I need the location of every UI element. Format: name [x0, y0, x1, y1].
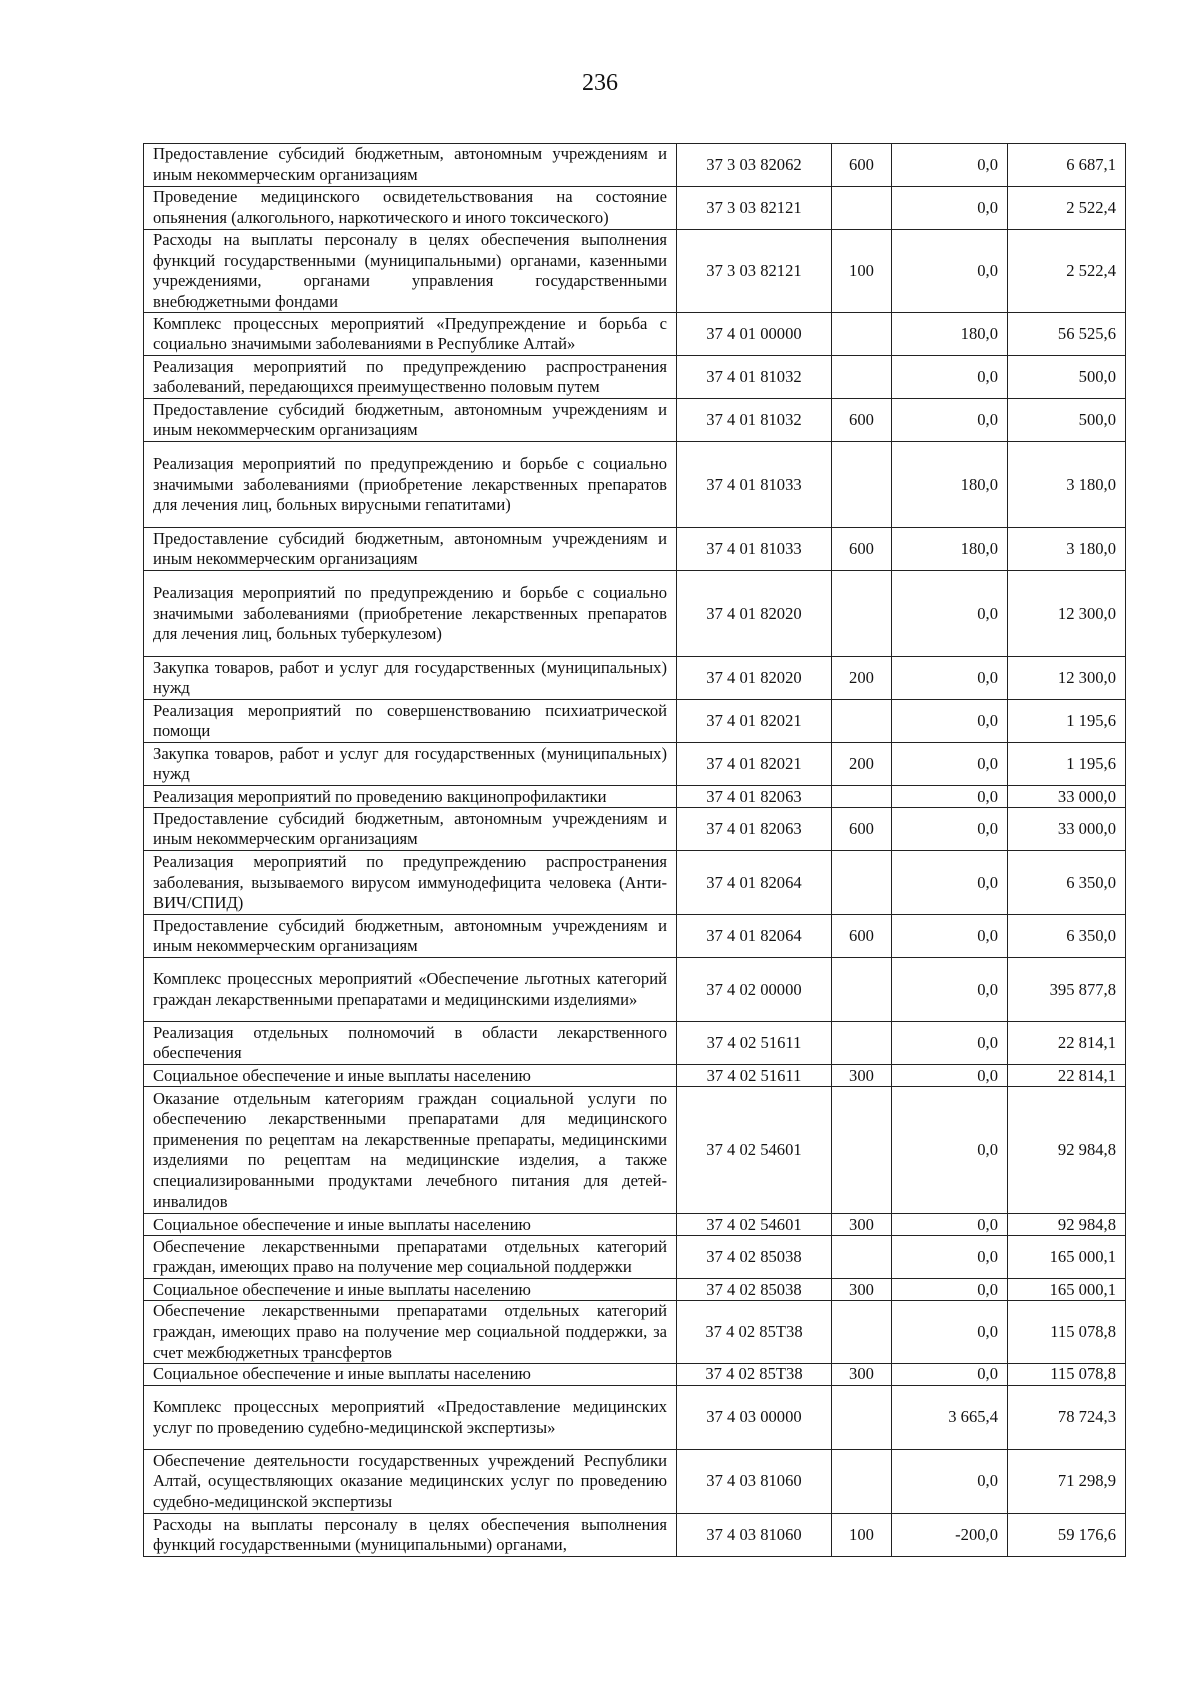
table-row — [144, 1087, 1126, 1214]
row-amount-change: 0,0 — [892, 1214, 1008, 1236]
row-expense-type: 300 — [832, 1214, 892, 1236]
row-description: Обеспечение лекарственными препаратами отдельных категорий граждан, имеющих право на получение мер социальной поддержки, за счет межбюджетных трансфертов — [144, 1301, 677, 1364]
row-amount-total: 22 814,1 — [1008, 1022, 1126, 1065]
row-expense-type: 200 — [832, 657, 892, 700]
row-amount-total: 6 687,1 — [1008, 144, 1126, 187]
table-row — [144, 1450, 1126, 1514]
row-description: Предоставление субсидий бюджетным, автономным учреждениям и иным некоммерческим организациям — [144, 144, 677, 187]
row-expense-type: 300 — [832, 1279, 892, 1301]
row-expense-type: 200 — [832, 743, 892, 786]
row-description: Закупка товаров, работ и услуг для государственных (муниципальных) нужд — [144, 657, 677, 700]
row-target-code: 37 4 01 82064 — [677, 915, 832, 958]
row-target-code: 37 4 02 54601 — [677, 1087, 832, 1214]
row-amount-total: 12 300,0 — [1008, 657, 1126, 700]
row-expense-type: 600 — [832, 915, 892, 958]
row-description: Расходы на выплаты персоналу в целях обеспечения выполнения функций государственными (муниципальными) органами, казенными учреждениями, органами управления государственными внебюджетными фондами — [144, 230, 677, 313]
row-amount-change: -200,0 — [892, 1514, 1008, 1557]
row-target-code: 37 4 03 00000 — [677, 1386, 832, 1450]
row-description: Предоставление субсидий бюджетным, автономным учреждениям и иным некоммерческим организациям — [144, 399, 677, 442]
row-target-code: 37 3 03 82121 — [677, 230, 832, 313]
row-amount-change: 0,0 — [892, 571, 1008, 657]
row-amount-total: 2 522,4 — [1008, 230, 1126, 313]
table-row — [144, 1022, 1126, 1065]
row-target-code: 37 4 02 51611 — [677, 1065, 832, 1087]
table-row — [144, 1364, 1126, 1386]
row-amount-total: 1 195,6 — [1008, 700, 1126, 743]
table-row — [144, 313, 1126, 356]
row-amount-change: 0,0 — [892, 1087, 1008, 1214]
table-row — [144, 1301, 1126, 1364]
row-amount-total: 500,0 — [1008, 399, 1126, 442]
row-amount-total: 6 350,0 — [1008, 851, 1126, 915]
row-target-code: 37 3 03 82121 — [677, 187, 832, 230]
row-amount-change: 3 665,4 — [892, 1386, 1008, 1450]
row-description: Комплекс процессных мероприятий «Обеспечение льготных категорий граждан лекарственными препаратами и медицинскими изделиями» — [144, 958, 677, 1022]
row-description: Проведение медицинского освидетельствования на состояние опьянения (алкогольного, наркотического и иного токсического) — [144, 187, 677, 230]
row-description: Предоставление субсидий бюджетным, автономным учреждениям и иным некоммерческим организациям — [144, 528, 677, 571]
table-row — [144, 187, 1126, 230]
row-amount-total: 56 525,6 — [1008, 313, 1126, 356]
table-row — [144, 356, 1126, 399]
row-expense-type — [832, 851, 892, 915]
row-amount-total: 3 180,0 — [1008, 442, 1126, 528]
row-target-code: 37 4 01 82021 — [677, 700, 832, 743]
row-expense-type: 100 — [832, 230, 892, 313]
table-row — [144, 657, 1126, 700]
row-expense-type — [832, 1386, 892, 1450]
row-description: Социальное обеспечение и иные выплаты населению — [144, 1364, 677, 1386]
row-amount-change: 0,0 — [892, 230, 1008, 313]
row-description: Социальное обеспечение и иные выплаты населению — [144, 1065, 677, 1087]
row-expense-type — [832, 958, 892, 1022]
row-expense-type: 600 — [832, 808, 892, 851]
row-amount-change: 0,0 — [892, 1022, 1008, 1065]
row-description: Комплекс процессных мероприятий «Предоставление медицинских услуг по проведению судебно-медицинской экспертизы» — [144, 1386, 677, 1450]
row-amount-change: 180,0 — [892, 442, 1008, 528]
table-row — [144, 144, 1126, 187]
row-amount-change: 0,0 — [892, 1364, 1008, 1386]
row-description: Социальное обеспечение и иные выплаты населению — [144, 1279, 677, 1301]
row-amount-total: 71 298,9 — [1008, 1450, 1126, 1514]
row-target-code: 37 4 02 85038 — [677, 1279, 832, 1301]
row-amount-total: 165 000,1 — [1008, 1236, 1126, 1279]
row-description: Закупка товаров, работ и услуг для государственных (муниципальных) нужд — [144, 743, 677, 786]
row-amount-change: 0,0 — [892, 399, 1008, 442]
row-amount-total: 78 724,3 — [1008, 1386, 1126, 1450]
row-description: Реализация мероприятий по совершенствованию психиатрической помощи — [144, 700, 677, 743]
row-target-code: 37 4 01 82064 — [677, 851, 832, 915]
row-amount-total: 33 000,0 — [1008, 808, 1126, 851]
row-target-code: 37 4 02 85038 — [677, 1236, 832, 1279]
row-amount-total: 115 078,8 — [1008, 1301, 1126, 1364]
row-description: Комплекс процессных мероприятий «Предупреждение и борьба с социально значимыми заболеваниями в Республике Алтай» — [144, 313, 677, 356]
row-target-code: 37 4 03 81060 — [677, 1450, 832, 1514]
row-amount-total: 3 180,0 — [1008, 528, 1126, 571]
row-target-code: 37 4 01 82063 — [677, 808, 832, 851]
table-row — [144, 1386, 1126, 1450]
row-amount-change: 0,0 — [892, 1065, 1008, 1087]
row-amount-change: 0,0 — [892, 786, 1008, 808]
table-row — [144, 571, 1126, 657]
row-description: Обеспечение лекарственными препаратами отдельных категорий граждан, имеющих право на получение мер социальной поддержки — [144, 1236, 677, 1279]
row-amount-change: 0,0 — [892, 1279, 1008, 1301]
row-amount-change: 0,0 — [892, 851, 1008, 915]
table-row — [144, 915, 1126, 958]
table-row — [144, 808, 1126, 851]
row-amount-total: 165 000,1 — [1008, 1279, 1126, 1301]
table-row — [144, 958, 1126, 1022]
row-target-code: 37 4 01 82063 — [677, 786, 832, 808]
row-expense-type — [832, 442, 892, 528]
row-amount-total: 92 984,8 — [1008, 1214, 1126, 1236]
table-row — [144, 399, 1126, 442]
row-description: Оказание отдельным категориям граждан социальной услуги по обеспечению лекарственными препаратами для медицинского применения по рецептам на лекарственные препараты, медицинскими изделиями по рецептам на медицинские изделия, а также специализированными продуктами лечебного питания для детей-инвалидов — [144, 1087, 677, 1214]
row-target-code: 37 4 02 51611 — [677, 1022, 832, 1065]
table-row — [144, 442, 1126, 528]
page-number: 236 — [582, 70, 618, 96]
table-row — [144, 743, 1126, 786]
row-amount-change: 0,0 — [892, 187, 1008, 230]
row-amount-change: 0,0 — [892, 1301, 1008, 1364]
table-row — [144, 1065, 1126, 1087]
row-expense-type — [832, 700, 892, 743]
row-amount-change: 0,0 — [892, 1236, 1008, 1279]
row-amount-total: 59 176,6 — [1008, 1514, 1126, 1557]
row-amount-total: 115 078,8 — [1008, 1364, 1126, 1386]
row-target-code: 37 3 03 82062 — [677, 144, 832, 187]
row-description: Предоставление субсидий бюджетным, автономным учреждениям и иным некоммерческим организациям — [144, 915, 677, 958]
row-description: Обеспечение деятельности государственных учреждений Республики Алтай, осуществляющих оказание медицинских услуг по проведению судебно-медицинской экспертизы — [144, 1450, 677, 1514]
row-description: Реализация мероприятий по предупреждению распространения заболеваний, передающихся преимущественно половым путем — [144, 356, 677, 399]
row-target-code: 37 4 01 81032 — [677, 399, 832, 442]
row-amount-change: 0,0 — [892, 356, 1008, 399]
row-amount-change: 0,0 — [892, 1450, 1008, 1514]
row-amount-total: 395 877,8 — [1008, 958, 1126, 1022]
row-expense-type — [832, 1450, 892, 1514]
table-row — [144, 1279, 1126, 1301]
table-row — [144, 786, 1126, 808]
row-amount-total: 33 000,0 — [1008, 786, 1126, 808]
row-expense-type: 600 — [832, 399, 892, 442]
row-target-code: 37 4 02 85Т38 — [677, 1364, 832, 1386]
row-description: Реализация мероприятий по проведению вакцинопрофилактики — [144, 786, 677, 808]
row-description: Реализация мероприятий по предупреждению распространения заболевания, вызываемого вирусом иммунодефицита человека (Анти-ВИЧ/СПИД) — [144, 851, 677, 915]
row-amount-change: 0,0 — [892, 657, 1008, 700]
row-expense-type — [832, 313, 892, 356]
row-target-code: 37 4 02 54601 — [677, 1214, 832, 1236]
row-amount-change: 0,0 — [892, 958, 1008, 1022]
row-amount-change: 0,0 — [892, 700, 1008, 743]
row-target-code: 37 4 02 85Т38 — [677, 1301, 832, 1364]
table-row — [144, 528, 1126, 571]
row-amount-total: 6 350,0 — [1008, 915, 1126, 958]
row-description: Предоставление субсидий бюджетным, автономным учреждениям и иным некоммерческим организациям — [144, 808, 677, 851]
table-row — [144, 1514, 1126, 1557]
row-target-code: 37 4 01 81032 — [677, 356, 832, 399]
row-expense-type: 100 — [832, 1514, 892, 1557]
row-expense-type: 300 — [832, 1364, 892, 1386]
table-row — [144, 700, 1126, 743]
table-row — [144, 1236, 1126, 1279]
row-expense-type — [832, 1087, 892, 1214]
row-description: Расходы на выплаты персоналу в целях обеспечения выполнения функций государственными (муниципальными) органами, — [144, 1514, 677, 1557]
row-expense-type — [832, 356, 892, 399]
table-row — [144, 230, 1126, 313]
row-target-code: 37 4 01 82020 — [677, 571, 832, 657]
row-expense-type — [832, 1236, 892, 1279]
row-expense-type: 300 — [832, 1065, 892, 1087]
row-amount-total: 92 984,8 — [1008, 1087, 1126, 1214]
row-amount-change: 0,0 — [892, 915, 1008, 958]
row-expense-type — [832, 786, 892, 808]
row-target-code: 37 4 01 82021 — [677, 743, 832, 786]
row-target-code: 37 4 03 81060 — [677, 1514, 832, 1557]
row-expense-type — [832, 571, 892, 657]
budget-table — [143, 143, 1126, 1557]
row-expense-type — [832, 1022, 892, 1065]
row-expense-type — [832, 187, 892, 230]
row-target-code: 37 4 01 81033 — [677, 528, 832, 571]
row-expense-type: 600 — [832, 528, 892, 571]
row-description: Реализация отдельных полномочий в области лекарственного обеспечения — [144, 1022, 677, 1065]
row-amount-change: 0,0 — [892, 144, 1008, 187]
row-target-code: 37 4 01 81033 — [677, 442, 832, 528]
row-amount-change: 180,0 — [892, 313, 1008, 356]
budget-table-body — [144, 144, 1126, 1557]
row-amount-total: 22 814,1 — [1008, 1065, 1126, 1087]
row-expense-type: 600 — [832, 144, 892, 187]
row-amount-change: 180,0 — [892, 528, 1008, 571]
table-row — [144, 851, 1126, 915]
row-amount-change: 0,0 — [892, 808, 1008, 851]
row-target-code: 37 4 01 82020 — [677, 657, 832, 700]
row-description: Социальное обеспечение и иные выплаты населению — [144, 1214, 677, 1236]
row-description: Реализация мероприятий по предупреждению и борьбе с социально значимыми заболеваниями (приобретение лекарственных препаратов для лечения лиц, больных туберкулезом) — [144, 571, 677, 657]
row-amount-change: 0,0 — [892, 743, 1008, 786]
row-description: Реализация мероприятий по предупреждению и борьбе с социально значимыми заболеваниями (приобретение лекарственных препаратов для лечения лиц, больных вирусными гепатитами) — [144, 442, 677, 528]
row-target-code: 37 4 01 00000 — [677, 313, 832, 356]
row-target-code: 37 4 02 00000 — [677, 958, 832, 1022]
row-amount-total: 12 300,0 — [1008, 571, 1126, 657]
row-amount-total: 500,0 — [1008, 356, 1126, 399]
row-expense-type — [832, 1301, 892, 1364]
row-amount-total: 1 195,6 — [1008, 743, 1126, 786]
row-amount-total: 2 522,4 — [1008, 187, 1126, 230]
table-row — [144, 1214, 1126, 1236]
